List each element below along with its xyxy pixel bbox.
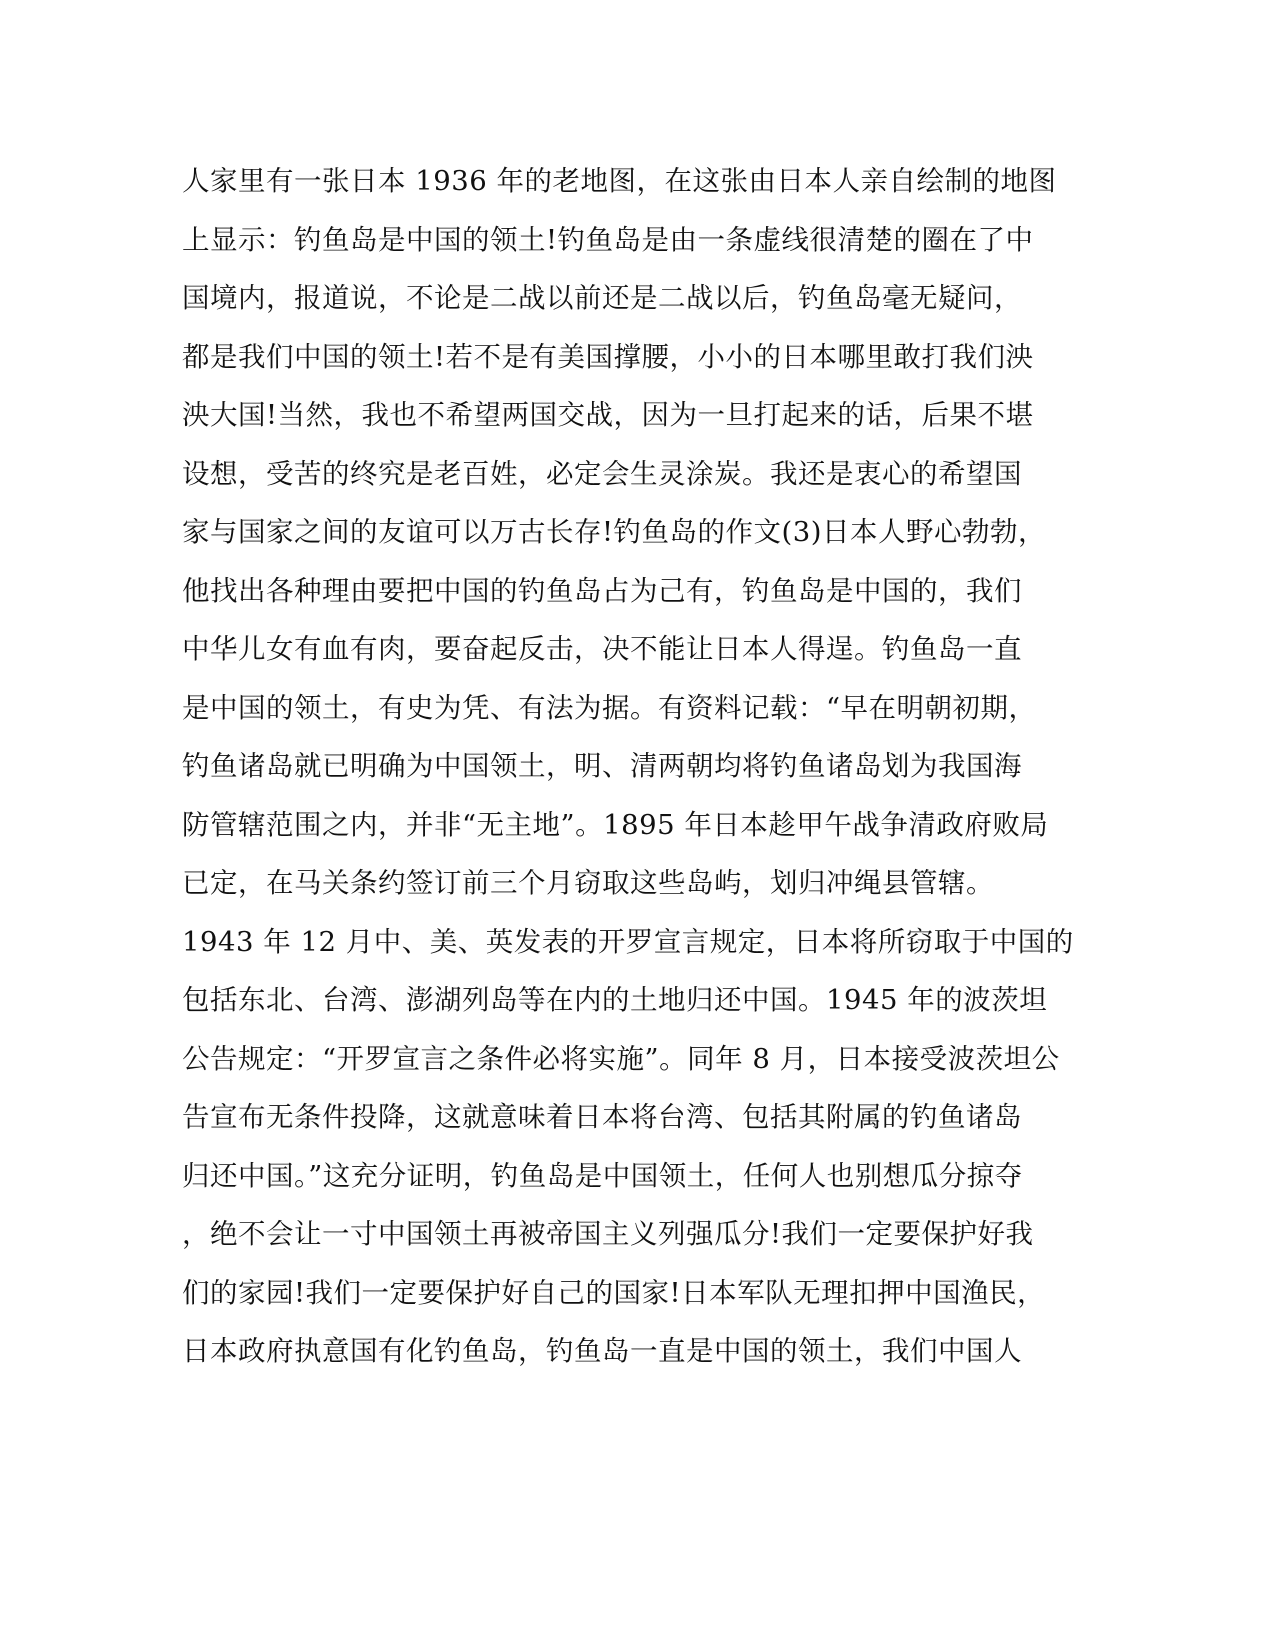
text-line-11: 钓鱼诸岛就已明确为中国领土，明、清两朝均将钓鱼诸岛划为我国海: [182, 750, 1022, 782]
text-line-1: 人家里有一张日本 1936 年的老地图，在这张由日本人亲自绘制的地图: [182, 165, 1057, 197]
text-line-6: 设想，受苦的终究是老百姓，必定会生灵涂炭。我还是衷心的希望国: [182, 457, 1022, 490]
text-line-9: 中华儿女有血有肉，要奋起反击，决不能让日本人得逞。钓鱼岛一直: [182, 633, 1022, 665]
text-line-7: 家与国家之间的友谊可以万古长存!钓鱼岛的作文(3)日本人野心勃勃，: [182, 516, 1047, 548]
text-line-2: 上显示：钓鱼岛是中国的领土!钓鱼岛是由一条虚线很清楚的圈在了中: [182, 223, 1034, 256]
text-line-21: 日本政府执意国有化钓鱼岛，钓鱼岛一直是中国的领土，我们中国人: [182, 1335, 1022, 1367]
body-text: [182, 160, 1074, 1389]
text-line-14: 1943 年 12 月中、美、英发表的开罗宣言规定，日本将所窃取于中国的: [182, 925, 1074, 958]
text-line-16: 公告规定：“开罗宣言之条件必将实施”。同年 8 月，日本接受波茨坦公: [182, 1042, 1060, 1075]
text-line-15: 包括东北、台湾、澎湖列岛等在内的土地归还中国。1945 年的波茨坦: [182, 984, 1048, 1016]
text-line-4: 都是我们中国的领土!若不是有美国撑腰，小小的日本哪里敢打我们泱: [182, 340, 1034, 373]
text-line-18: 归还中国。”这充分证明，钓鱼岛是中国领土，任何人也别想瓜分掠夺: [182, 1159, 1023, 1192]
text-line-8: 他找出各种理由要把中国的钓鱼岛占为己有，钓鱼岛是中国的，我们: [182, 574, 1022, 607]
text-line-5: 泱大国!当然，我也不希望两国交战，因为一旦打起来的话，后果不堪: [182, 399, 1034, 431]
text-line-12: 防管辖范围之内，并非“无主地”。1895 年日本趁甲午战争清政府败局: [182, 808, 1049, 841]
text-line-13: 已定，在马关条约签订前三个月窃取这些岛屿，划归冲绳县管辖。: [182, 867, 994, 899]
text-line-20: 们的家园!我们一定要保护好自己的国家!日本军队无理扣押中国渔民，: [182, 1276, 1046, 1309]
text-line-10: 是中国的领土，有史为凭、有法为据。有资料记载：“早在明朝初期，: [182, 691, 1037, 724]
text-line-3: 国境内，报道说，不论是二战以前还是二战以后，钓鱼岛毫无疑问，: [182, 282, 1022, 314]
text-line-19: ，绝不会让一寸中国领土再被帝国主义列强瓜分!我们一定要保护好我: [182, 1218, 1034, 1250]
text-line-17: 告宣布无条件投降，这就意味着日本将台湾、包括其附属的钓鱼诸岛: [182, 1101, 1022, 1133]
